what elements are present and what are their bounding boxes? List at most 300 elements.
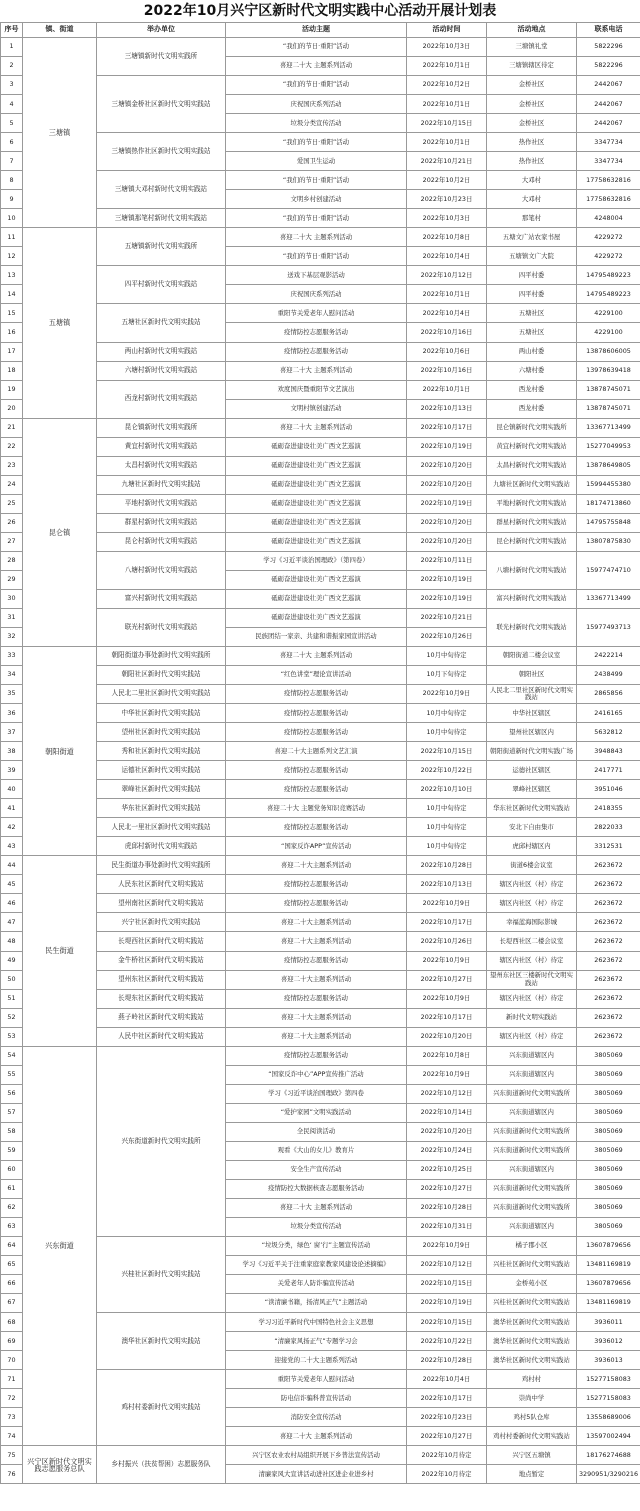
cell-phone: 17758632816 [577,190,640,209]
cell-no: 30 [1,589,23,608]
cell-place: 街道6楼会议室 [487,856,577,875]
cell-topic: “读清廉书籍，扬清风正气”主题活动 [226,1294,407,1313]
table-row [1,551,640,570]
cell-phone: 5822296 [577,38,640,57]
cell-topic: 砥砺奋进建设壮美广西文艺巡演 [226,494,407,513]
cell-no: 52 [1,1008,23,1027]
cell-time: 2022年10月20日 [407,1027,487,1046]
cell-no: 43 [1,837,23,856]
cell-phone: 15277158083 [577,1389,640,1408]
cell-time: 2022年10月12日 [407,1084,487,1103]
cell-organizer: 兴宁社区新时代文明实践站 [97,913,226,932]
table-row [1,361,640,380]
cell-topic: 喜迎二十大主题系列活动 [226,1008,407,1027]
page-title: 2022年10月兴宁区新时代文明实践中心活动开展计划表 [143,3,497,19]
cell-phone: 14795755848 [577,513,640,532]
cell-phone: 14795489223 [577,266,640,285]
cell-topic: 疫情防控志愿服务活动 [226,818,407,837]
cell-organizer: 四平村新时代文明实践站 [97,266,226,304]
cell-organizer: 朝阳街道办事处新时代文明实践所 [97,647,226,666]
table-row [1,209,640,228]
cell-time: 2022年10月21日 [407,608,487,627]
cell-phone: 17758632816 [577,171,640,190]
cell-no: 8 [1,171,23,190]
cell-topic: 喜迎二十大 主题系列活动 [226,647,407,666]
cell-topic: 全民阅读活动 [226,1122,407,1141]
cell-place: 昆仑镇新时代文明实践所 [487,418,577,437]
cell-phone: 2865856 [577,685,640,704]
cell-phone: 2623672 [577,875,640,894]
cell-no: 59 [1,1141,23,1160]
cell-topic: 疫情防控大数据核查志愿服务活动 [226,1179,407,1198]
header-time: 活动时间 [407,23,487,38]
cell-no: 2 [1,57,23,76]
cell-phone: 3948843 [577,742,640,761]
cell-time: 10月中旬待定 [407,723,487,742]
cell-place: 朝阳街道二楼会议室 [487,647,577,666]
cell-organizer: 人民北一里社区新时代文明实践站 [97,818,226,837]
cell-place: 金桥社区 [487,95,577,114]
cell-topic: 学习习近平新时代中国特色社会主义思想 [226,1313,407,1332]
cell-phone: 15277158083 [577,1370,640,1389]
cell-no: 72 [1,1389,23,1408]
cell-place: 朝阳街道新时代文明实践广场 [487,742,577,761]
cell-topic: 垃圾分类宣传活动 [226,114,407,133]
header-place: 活动地点 [487,23,577,38]
cell-place: 三塘镇辖区待定 [487,57,577,76]
cell-phone: 2822033 [577,818,640,837]
cell-no: 49 [1,951,23,970]
cell-town: 朝阳街道 [23,647,97,856]
cell-topic: 疫情防控志愿服务活动 [226,323,407,342]
cell-time: 2022年10月9日 [407,1236,487,1255]
cell-topic: 疫情防控志愿服务活动 [226,780,407,799]
cell-time: 2022年10月12日 [407,1256,487,1275]
cell-organizer: 两山村新时代文明实践站 [97,342,226,361]
cell-organizer: 人民中社区新时代文明实践站 [97,1027,226,1046]
cell-phone: 2623672 [577,913,640,932]
cell-topic: 疫情防控志愿服务活动 [226,342,407,361]
cell-topic: 喜迎二十大 主题系列活动 [226,1198,407,1217]
table-row [1,875,640,894]
cell-place: 热作社区 [487,133,577,152]
cell-no: 33 [1,647,23,666]
cell-phone: 2623672 [577,989,640,1008]
header-organizer: 举办单位 [97,23,226,38]
cell-no: 71 [1,1370,23,1389]
cell-place: 人民北二里社区新时代文明实践站 [487,685,577,704]
cell-no: 70 [1,1351,23,1370]
cell-no: 46 [1,894,23,913]
cell-no: 34 [1,666,23,685]
cell-place: 五塘镇文广大院 [487,247,577,266]
cell-time: 2022年10月待定 [407,1446,487,1465]
cell-time: 2022年10月26日 [407,932,487,951]
cell-place: 望州东社区三楼新时代文明实践站 [487,970,577,989]
cell-time: 2022年10月10日 [407,780,487,799]
cell-topic: “我们的节日·重阳”活动 [226,209,407,228]
table-row [1,380,640,399]
cell-place: 望州社区辖区内 [487,723,577,742]
cell-topic: “爱护家园”文明实践活动 [226,1103,407,1122]
cell-place: 太昌村新时代文明实践站 [487,456,577,475]
cell-organizer: 三塘镇那笔村新时代文明实践站 [97,209,226,228]
cell-time: 2022年10月28日 [407,856,487,875]
cell-place: 兴桂社区新时代文明实践站 [487,1294,577,1313]
cell-organizer: 五塘镇新时代文明实践所 [97,228,226,266]
cell-time: 2022年10月15日 [407,742,487,761]
cell-place: 鸡村5队仓库 [487,1408,577,1427]
cell-phone: 3805069 [577,1198,640,1217]
cell-time: 2022年10月1日 [407,57,487,76]
cell-place: 朝阳社区 [487,666,577,685]
table-row [1,589,640,608]
cell-topic: 喜迎二十大 主题系列活动 [226,1427,407,1446]
table-row [1,171,640,190]
cell-no: 65 [1,1256,23,1275]
cell-place: 兴东街道辖区内 [487,1065,577,1084]
cell-organizer: 人民北二里社区新时代文明实践站 [97,685,226,704]
cell-phone: 5632812 [577,723,640,742]
cell-topic: 学习《习近平关于注重家庭家教家风建设论述摘编》 [226,1256,407,1275]
cell-organizer: 鸡村村委新时代文明实践站 [97,1370,226,1446]
cell-phone: 13607879656 [577,1275,640,1294]
cell-organizer: 黄宜村新时代文明实践站 [97,437,226,456]
cell-place: 六塘村委 [487,361,577,380]
cell-organizer: 中华社区新时代文明实践站 [97,704,226,723]
cell-topic: 重阳节关爱老年人慰问活动 [226,1370,407,1389]
cell-place: 兴宁区五塘镇 [487,1446,577,1465]
cell-place: 兴东街道辖区内 [487,1160,577,1179]
cell-organizer: 昆仑村新时代文明实践站 [97,532,226,551]
cell-no: 39 [1,761,23,780]
cell-no: 62 [1,1198,23,1217]
cell-no: 75 [1,1446,23,1465]
cell-phone: 13558689006 [577,1408,640,1427]
table-row [1,1313,640,1332]
table-row [1,685,640,704]
cell-phone: 13878745071 [577,399,640,418]
table-row [1,723,640,742]
cell-time: 2022年10月20日 [407,456,487,475]
cell-time: 2022年10月16日 [407,323,487,342]
cell-phone: 15977474710 [577,551,640,589]
cell-no: 35 [1,685,23,704]
cell-phone: 13597002494 [577,1427,640,1446]
cell-time: 2022年10月22日 [407,1332,487,1351]
table-row [1,133,640,152]
table-row [1,647,640,666]
cell-phone: 2418355 [577,799,640,818]
cell-organizer: 兴桂社区新时代文明实践站 [97,1236,226,1312]
table-row [1,1008,640,1027]
cell-no: 1 [1,38,23,57]
cell-no: 41 [1,799,23,818]
cell-time: 2022年10月1日 [407,95,487,114]
table-row [1,1027,640,1046]
table-row [1,837,640,856]
cell-no: 5 [1,114,23,133]
table-row [1,608,640,627]
cell-time: 2022年10月11日 [407,551,487,570]
cell-phone: 18176274688 [577,1446,640,1465]
table-row [1,1446,640,1465]
cell-phone: 4229100 [577,304,640,323]
cell-place: 西龙村委 [487,380,577,399]
cell-topic: 疫情防控志愿服务活动 [226,875,407,894]
cell-phone: 15994455380 [577,475,640,494]
cell-topic: 喜迎二十大主题系列活动 [226,1027,407,1046]
cell-no: 13 [1,266,23,285]
cell-no: 37 [1,723,23,742]
cell-time: 2022年10月1日 [407,380,487,399]
cell-no: 48 [1,932,23,951]
cell-place: 五塘社区 [487,323,577,342]
cell-topic: “红色讲堂”理论宣讲活动 [226,666,407,685]
cell-time: 2022年10月22日 [407,761,487,780]
cell-time: 2022年10月9日 [407,989,487,1008]
cell-organizer: 八塘村新时代文明实践站 [97,551,226,589]
cell-topic: 喜迎二十大 主题系列活动 [226,228,407,247]
cell-place: 四平村委 [487,266,577,285]
cell-topic: 疫情防控志愿服务活动 [226,951,407,970]
cell-topic: 疫情防控志愿服务活动 [226,894,407,913]
cell-time: 2022年10月24日 [407,1141,487,1160]
table-row [1,799,640,818]
cell-no: 38 [1,742,23,761]
cell-place: 辖区内社区（村）待定 [487,894,577,913]
cell-phone: 2442067 [577,114,640,133]
cell-topic: 学习《习近平谈治国理政》第四卷 [226,1084,407,1103]
cell-no: 60 [1,1160,23,1179]
cell-topic: 庆祝国庆系列活动 [226,95,407,114]
cell-place: 运德社区辖区 [487,761,577,780]
cell-topic: 砥砺奋进建设壮美广西文艺巡演 [226,532,407,551]
cell-time: 2022年10月28日 [407,1351,487,1370]
cell-place: 兴东街道辖区内 [487,1103,577,1122]
cell-topic: 砥砺奋进建设壮美广西文艺巡演 [226,475,407,494]
cell-organizer: 平地村新时代文明实践站 [97,494,226,513]
table-row [1,494,640,513]
cell-topic: 文明村镇创建活动 [226,399,407,418]
cell-organizer: 虎邱村新时代文明实践站 [97,837,226,856]
cell-organizer: 民生街道办事处新时代文明实践所 [97,856,226,875]
cell-topic: 民族团结一家亲、共建和谐振家园宣讲活动 [226,627,407,646]
cell-place: 兴东街道辖区内 [487,1217,577,1236]
cell-place: 黄宜村新时代文明实践站 [487,437,577,456]
cell-no: 10 [1,209,23,228]
cell-topic: 疫情防控志愿服务活动 [226,1046,407,1065]
cell-time: 2022年10月15日 [407,114,487,133]
table-row [1,1046,640,1065]
cell-phone: 13367713499 [577,418,640,437]
table-row [1,1370,640,1389]
table-row [1,1236,640,1255]
cell-time: 2022年10月27日 [407,1427,487,1446]
cell-organizer: 望州南社区新时代文明实践站 [97,894,226,913]
cell-time: 2022年10月20日 [407,513,487,532]
cell-topic: 观看《大山的女儿》教育片 [226,1141,407,1160]
cell-topic: “我们的节日·重阳”活动 [226,171,407,190]
cell-place: 新时代文明实践站 [487,1008,577,1027]
cell-phone: 3805069 [577,1122,640,1141]
cell-phone: 3805069 [577,1179,640,1198]
cell-organizer: 翠峰社区新时代文明实践站 [97,780,226,799]
cell-no: 36 [1,704,23,723]
cell-topic: 喜迎二十大主题系列活动 [226,856,407,875]
cell-place: 兴东街道辖区内 [487,1046,577,1065]
cell-organizer: 三塘镇大邓村新时代文明实践站 [97,171,226,209]
cell-town: 兴宁区新时代文明实践志愿服务总队 [23,1446,97,1484]
cell-town: 三塘镇 [23,38,97,228]
cell-place: 崇尚中学 [487,1389,577,1408]
cell-phone: 3805069 [577,1141,640,1160]
cell-no: 21 [1,418,23,437]
cell-place: 翠峰社区辖区 [487,780,577,799]
cell-time: 2022年10月8日 [407,228,487,247]
cell-time: 2022年10月19日 [407,570,487,589]
cell-organizer: 运德社区新时代文明实践站 [97,761,226,780]
cell-time: 2022年10月23日 [407,1408,487,1427]
cell-no: 53 [1,1027,23,1046]
cell-organizer: 五塘社区新时代文明实践站 [97,304,226,342]
cell-time: 2022年10月3日 [407,209,487,228]
cell-topic: 疫情防控志愿服务活动 [226,989,407,1008]
cell-phone: 13878606005 [577,342,640,361]
cell-organizer: 三塘镇热作社区新时代文明实践站 [97,133,226,171]
table-row [1,932,640,951]
cell-time: 2022年10月17日 [407,1389,487,1408]
cell-place: 九塘社区新时代文明实践站 [487,475,577,494]
cell-time: 2022年10月16日 [407,361,487,380]
cell-topic: “我们的节日·重阳”活动 [226,133,407,152]
cell-phone: 3312531 [577,837,640,856]
cell-organizer: 朝阳社区新时代文明实践站 [97,666,226,685]
cell-no: 54 [1,1046,23,1065]
cell-topic: 疫情防控志愿服务活动 [226,685,407,704]
table-row [1,856,640,875]
cell-phone: 3936012 [577,1332,640,1351]
cell-phone: 3347734 [577,133,640,152]
cell-time: 10月中旬待定 [407,647,487,666]
table-row [1,742,640,761]
cell-topic: 喜迎二十大 主题党务知识竞赛活动 [226,799,407,818]
cell-place: 金桥苑小区 [487,1275,577,1294]
cell-place: 兴东街道新时代文明实践所 [487,1141,577,1160]
cell-place: 昆仑村新时代文明实践站 [487,532,577,551]
cell-topic: “我们的节日·重阳”活动 [226,38,407,57]
cell-topic: 喜迎二十大主题系列活动 [226,970,407,989]
cell-no: 24 [1,475,23,494]
cell-phone: 3805069 [577,1084,640,1103]
cell-topic: 迎接党的二十大主题系列活动 [226,1351,407,1370]
cell-no: 23 [1,456,23,475]
cell-topic: 庆祝国庆系列活动 [226,285,407,304]
cell-place: 辖区内社区（村）待定 [487,989,577,1008]
cell-organizer: 乡村振兴（扶贫帮困）志愿服务队 [97,1446,226,1484]
cell-place: 辖区内社区（村）待定 [487,875,577,894]
cell-no: 68 [1,1313,23,1332]
cell-phone: 4229100 [577,323,640,342]
cell-no: 17 [1,342,23,361]
cell-time: 2022年10月2日 [407,171,487,190]
cell-phone: 3805069 [577,1103,640,1122]
cell-no: 16 [1,323,23,342]
cell-time: 2022年10月26日 [407,627,487,646]
cell-topic: 学习《习近平谈治国理政》（第四卷） [226,551,407,570]
cell-organizer: 人民东社区新时代文明实践站 [97,875,226,894]
table-row [1,894,640,913]
table-row [1,456,640,475]
cell-place: 安北下自由集市 [487,818,577,837]
header-topic: 活动主题 [226,23,407,38]
table-row [1,951,640,970]
cell-place: 群星村新时代文明实践站 [487,513,577,532]
cell-phone: 2623672 [577,932,640,951]
cell-time: 2022年10月25日 [407,1160,487,1179]
cell-place: 兴东街道新时代文明实践所 [487,1179,577,1198]
cell-organizer: 六塘村新时代文明实践站 [97,361,226,380]
cell-organizer: 望州社区新时代文明实践站 [97,723,226,742]
cell-time: 2022年10月31日 [407,1217,487,1236]
cell-topic: 砥砺奋进建设壮美广西文艺巡演 [226,456,407,475]
cell-place: 幸福蓝海国际影城 [487,913,577,932]
cell-time: 2022年10月19日 [407,1294,487,1313]
cell-place: 地点暂定 [487,1465,577,1484]
cell-phone: 2417771 [577,761,640,780]
cell-topic: 喜迎二十大主题系列活动 [226,913,407,932]
cell-organizer: 富兴村新时代文明实践站 [97,589,226,608]
cell-time: 2022年10月4日 [407,247,487,266]
cell-phone: 13878649805 [577,456,640,475]
cell-place: 热作社区 [487,152,577,171]
cell-place: 兴东街道新时代文明实践所 [487,1084,577,1103]
cell-topic: 砥砺奋进建设壮美广西文艺巡演 [226,570,407,589]
cell-organizer: 三塘镇新时代文明实践所 [97,38,226,76]
cell-phone: 2623672 [577,970,640,989]
cell-organizer: 望州东社区新时代文明实践站 [97,970,226,989]
cell-topic: 砥砺奋进建设壮美广西文艺巡演 [226,608,407,627]
cell-place: 西龙村委 [487,399,577,418]
cell-time: 2022年10月17日 [407,913,487,932]
cell-no: 40 [1,780,23,799]
cell-no: 51 [1,989,23,1008]
cell-phone: 3347734 [577,152,640,171]
cell-time: 10月中旬待定 [407,704,487,723]
cell-place: 四平村委 [487,285,577,304]
cell-time: 2022年10月27日 [407,970,487,989]
cell-phone: 13367713499 [577,589,640,608]
table-row [1,704,640,723]
cell-town: 兴东街道 [23,1046,97,1446]
cell-place: 金桥社区 [487,76,577,95]
cell-topic: 砥砺奋进建设壮美广西文艺巡演 [226,589,407,608]
cell-time: 2022年10月27日 [407,1179,487,1198]
cell-phone: 15977493713 [577,608,640,646]
cell-time: 2022年10月13日 [407,875,487,894]
cell-organizer: 兴东街道新时代文明实践所 [97,1046,226,1236]
cell-no: 47 [1,913,23,932]
cell-organizer: 太昌村新时代文明实践站 [97,456,226,475]
cell-no: 14 [1,285,23,304]
cell-time: 2022年10月8日 [407,1046,487,1065]
cell-time: 2022年10月17日 [407,418,487,437]
cell-time: 2022年10月19日 [407,589,487,608]
cell-no: 31 [1,608,23,627]
cell-place: 两山村委 [487,342,577,361]
cell-place: 鸡村村 [487,1370,577,1389]
cell-organizer: 九塘社区新时代文明实践站 [97,475,226,494]
